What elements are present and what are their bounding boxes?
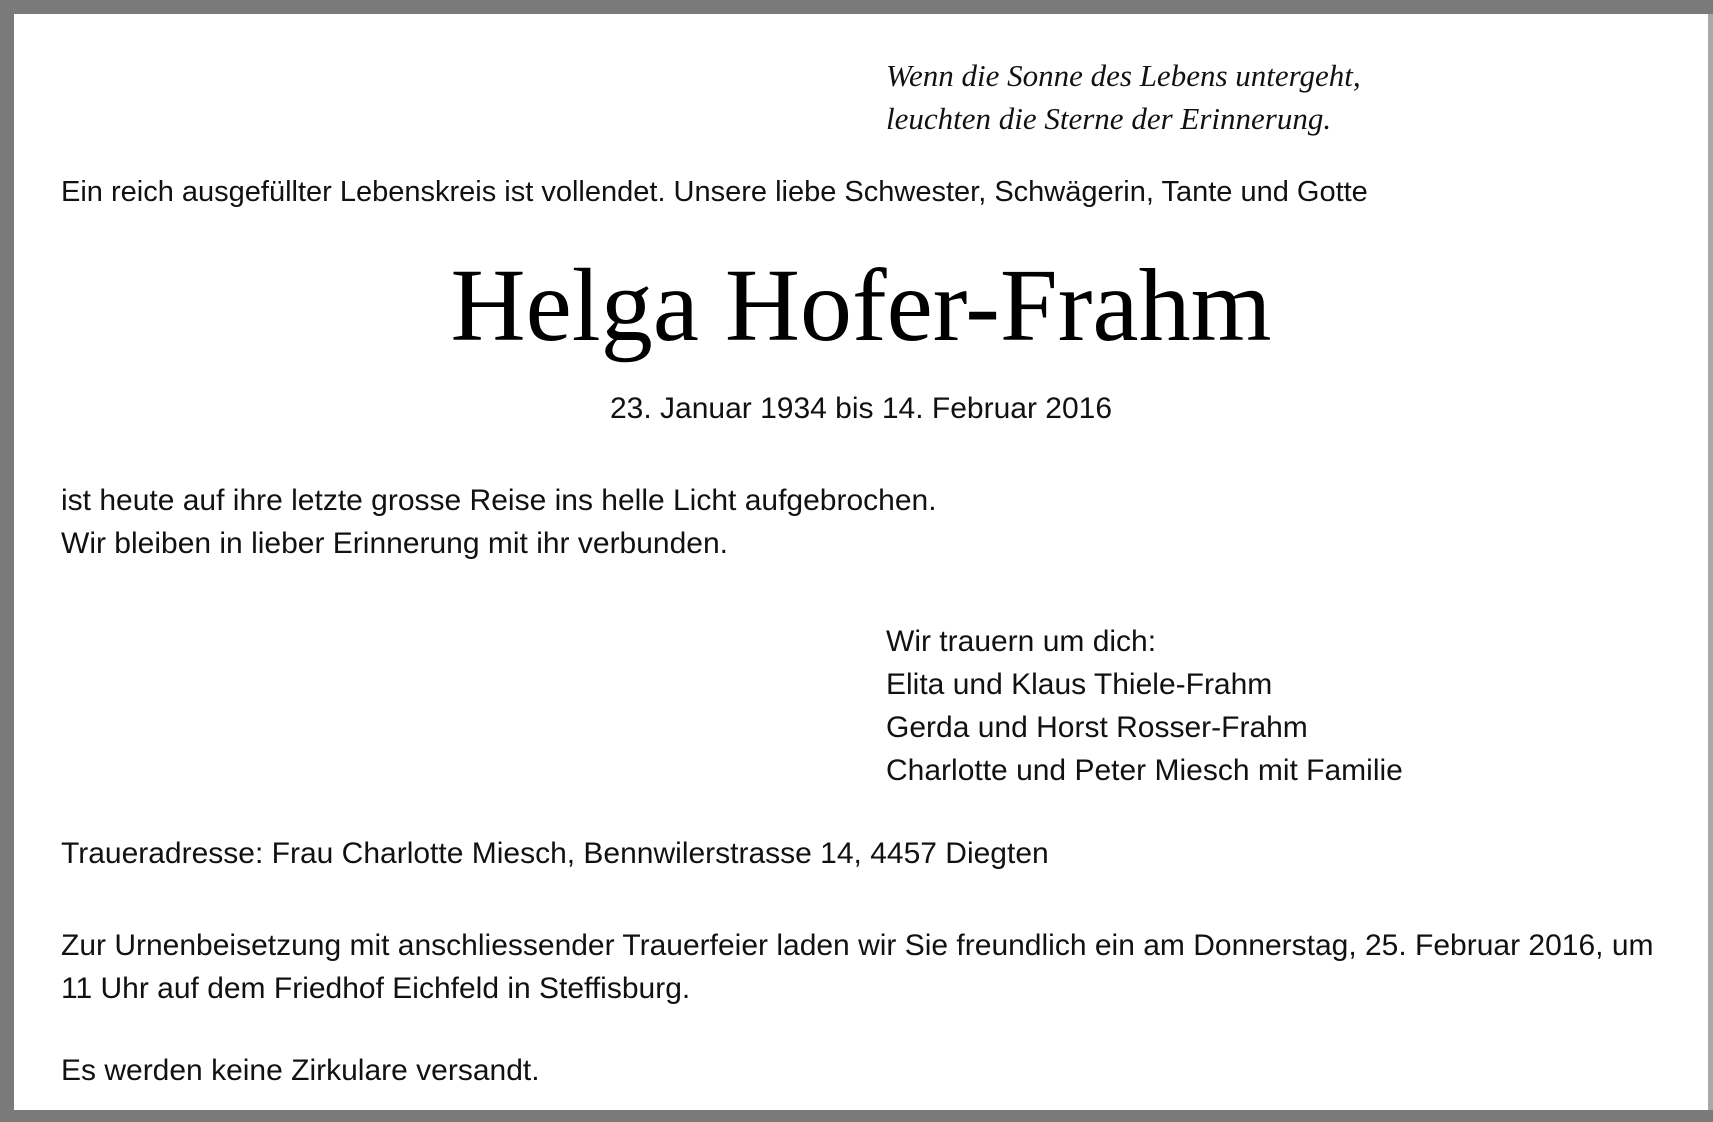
message-line-1: ist heute auf ihre letzte grosse Reise ins helle Licht aufgebrochen.	[61, 484, 937, 517]
farewell-message	[61, 479, 937, 565]
mourner-name: Elita und Klaus Thiele-Frahm	[886, 668, 1273, 701]
obituary-card	[14, 14, 1708, 1110]
mourner-name: Charlotte und Peter Miesch mit Familie	[886, 754, 1403, 787]
deceased-name: Helga Hofer-Frahm	[450, 248, 1272, 363]
mourners-list	[886, 620, 1403, 792]
intro-text: Ein reich ausgefüllter Lebenskreis ist vollendet. Unsere liebe Schwester, Schwägerin, Tante und Gotte	[61, 176, 1368, 208]
life-dates: 23. Januar 1934 bis 14. Februar 2016	[609, 392, 1113, 425]
circulars-notice: Es werden keine Zirkulare versandt.	[61, 1054, 540, 1087]
motto-line-1: Wenn die Sonne des Lebens untergeht,	[886, 58, 1361, 93]
message-line-2: Wir bleiben in lieber Erinnerung mit ihr verbunden.	[61, 527, 729, 560]
mourning-address: Traueradresse: Frau Charlotte Miesch, Bennwilerstrasse 14, 4457 Diegten	[61, 837, 1049, 870]
ceremony-invitation: Zur Urnenbeisetzung mit anschliessender Trauerfeier laden wir Sie freundlich ein am Donnerstag, 25. Februar 2016, um 11 Uhr auf dem Friedhof Eichfeld in Steffisburg.	[61, 929, 1654, 1005]
motto-quote	[886, 54, 1361, 140]
motto-line-2: leuchten die Sterne der Erinnerung.	[886, 101, 1332, 136]
mourner-name: Gerda und Horst Rosser-Frahm	[886, 711, 1308, 744]
mourners-heading: Wir trauern um dich:	[886, 625, 1157, 658]
